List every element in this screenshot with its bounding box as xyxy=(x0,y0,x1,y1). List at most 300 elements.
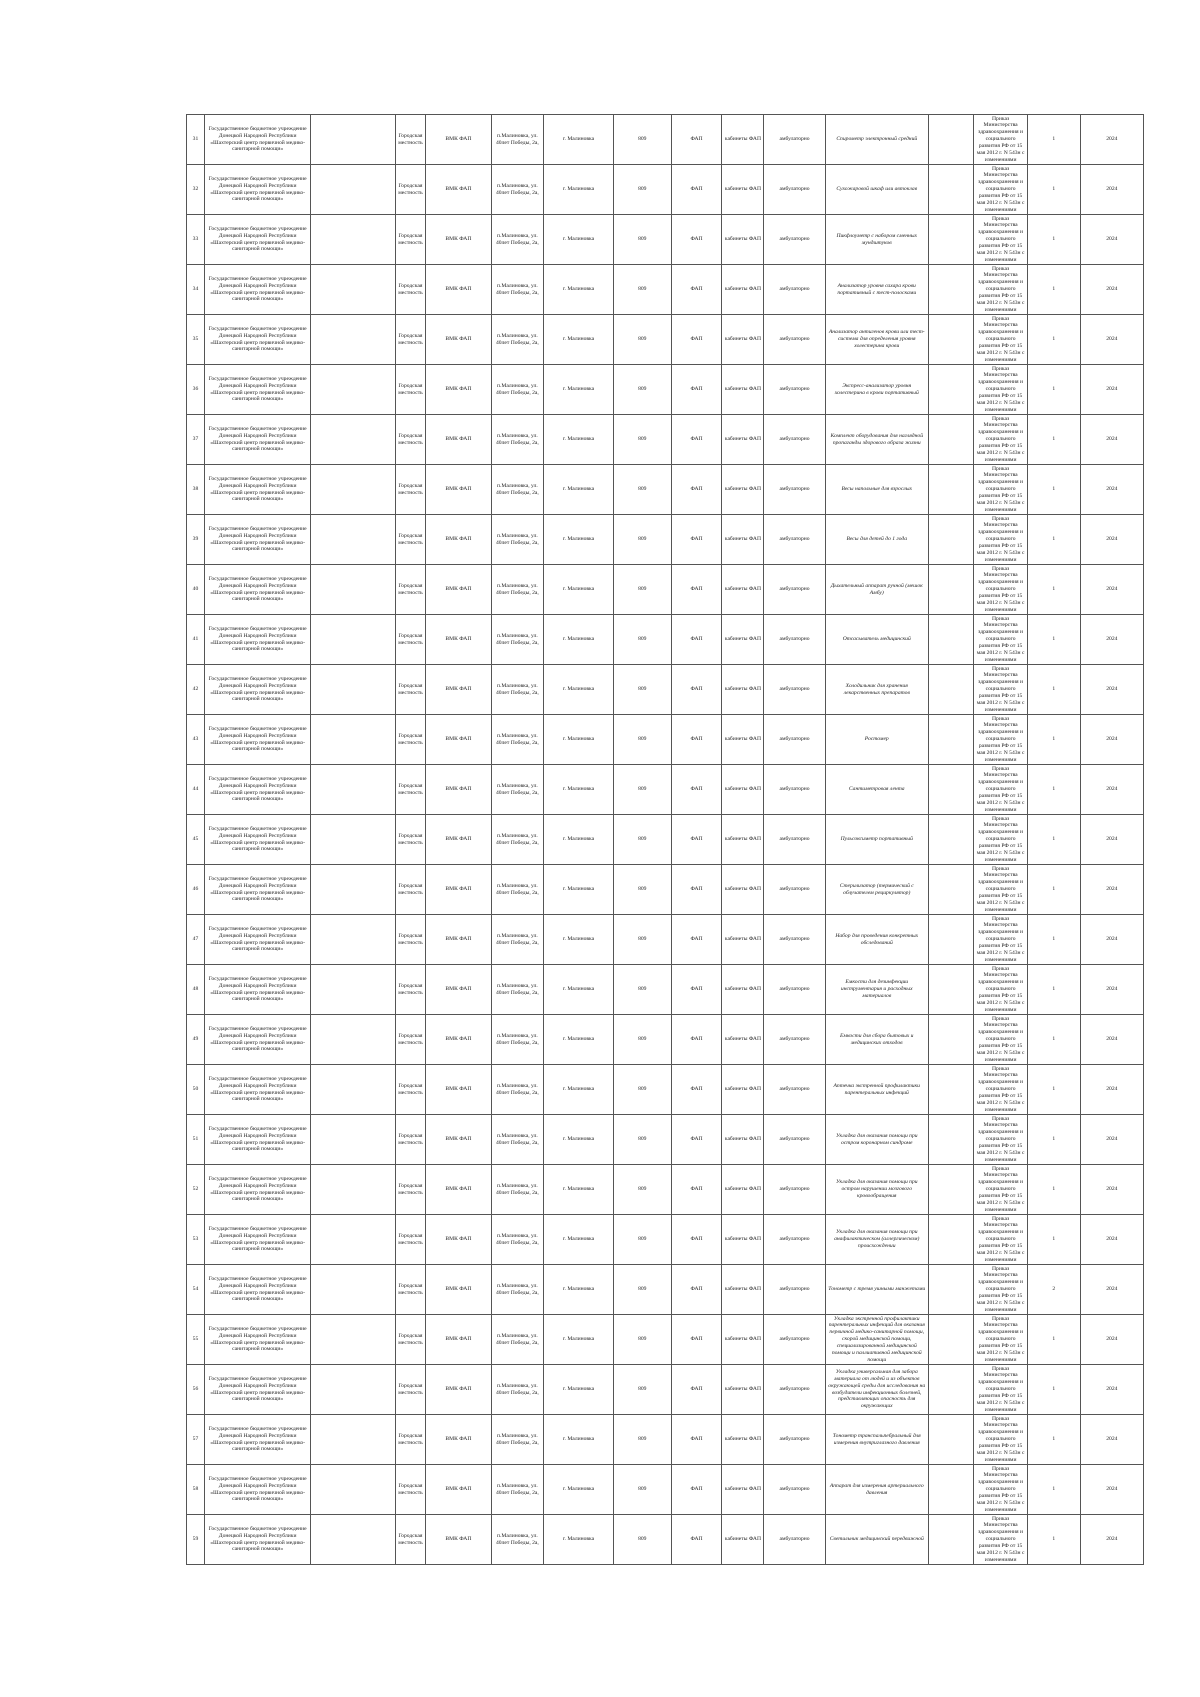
care-type-cell: амбулаторно xyxy=(764,1515,825,1565)
quantity-cell: 1 xyxy=(1027,365,1080,415)
unit-cell: ВМК ФАП xyxy=(426,1015,491,1065)
empty-cell xyxy=(311,365,395,415)
locality-type-cell: Городская местность xyxy=(395,965,426,1015)
row-number-cell: 42 xyxy=(187,665,205,715)
row-number-cell: 47 xyxy=(187,915,205,965)
year-cell: 2024 xyxy=(1080,1315,1143,1365)
order-cell: Приказ Министерства здравоохранения и социального развития РФ от 15 мая 2012 г. N 543н с изменениями xyxy=(974,965,1028,1015)
year-cell: 2024 xyxy=(1080,115,1143,165)
empty-cell xyxy=(311,1165,395,1215)
institution-cell: Государственное бюджетное учреждение Донецкой Народной Республики «Шахтерский центр первичной медико-санитарной помощи» xyxy=(204,1015,310,1065)
equipment-name-cell: Емкости для дезинфекции инструментария и расходных материалов xyxy=(825,965,928,1015)
institution-cell: Государственное бюджетное учреждение Донецкой Народной Республики «Шахтерский центр первичной медико-санитарной помощи» xyxy=(204,1465,310,1515)
institution-cell: Государственное бюджетное учреждение Донецкой Народной Республики «Шахтерский центр первичной медико-санитарной помощи» xyxy=(204,765,310,815)
locality-type-cell: Городская местность xyxy=(395,315,426,365)
cabinet-cell: кабинеты ФАП xyxy=(722,1265,764,1315)
equipment-name-cell: Дыхательный аппарат ручной (мешок Амбу) xyxy=(825,565,928,615)
order-cell: Приказ Министерства здравоохранения и социального развития РФ от 15 мая 2012 г. N 543н с изменениями xyxy=(974,1265,1028,1315)
cabinet-cell: кабинеты ФАП xyxy=(722,315,764,365)
quantity-cell: 1 xyxy=(1027,1315,1080,1365)
institution-cell: Государственное бюджетное учреждение Донецкой Народной Республики «Шахтерский центр первичной медико-санитарной помощи» xyxy=(204,1065,310,1115)
settlement-cell: г. Малиновка xyxy=(544,1265,614,1315)
care-type-cell: амбулаторно xyxy=(764,1315,825,1365)
equipment-name-cell: Весы для детей до 1 года xyxy=(825,515,928,565)
equipment-name-cell: Холодильник для хранения лекарственных препаратов xyxy=(825,665,928,715)
locality-type-cell: Городская местность xyxy=(395,1465,426,1515)
unit-cell: ВМК ФАП xyxy=(426,1065,491,1115)
table-row xyxy=(187,415,1144,465)
empty-cell xyxy=(928,1465,973,1515)
quantity-cell: 1 xyxy=(1027,1115,1080,1165)
equipment-name-cell: Аптечка экстренной профилактики парентеральных инфекций xyxy=(825,1065,928,1115)
point-cell: ФАП xyxy=(671,1415,722,1465)
cabinet-cell: кабинеты ФАП xyxy=(722,565,764,615)
order-cell: Приказ Министерства здравоохранения и социального развития РФ от 15 мая 2012 г. N 543н с изменениями xyxy=(974,415,1028,465)
point-cell: ФАП xyxy=(671,215,722,265)
empty-cell xyxy=(311,1315,395,1365)
institution-cell: Государственное бюджетное учреждение Донецкой Народной Республики «Шахтерский центр первичной медико-санитарной помощи» xyxy=(204,365,310,415)
equipment-name-cell: Укладка для оказания помощи при остром коронарном синдроме xyxy=(825,1115,928,1165)
cabinet-cell: кабинеты ФАП xyxy=(722,1365,764,1415)
quantity-cell: 1 xyxy=(1027,415,1080,465)
address-cell: п.Малиновка, ул. 40лет Победы, 2а, xyxy=(491,1215,544,1265)
equipment-register-table xyxy=(186,114,1144,1565)
point-cell: ФАП xyxy=(671,115,722,165)
order-cell: Приказ Министерства здравоохранения и социального развития РФ от 15 мая 2012 г. N 543н с изменениями xyxy=(974,1165,1028,1215)
equipment-name-cell: Весы напольные для взрослых xyxy=(825,465,928,515)
empty-cell xyxy=(928,365,973,415)
cabinet-cell: кабинеты ФАП xyxy=(722,1015,764,1065)
institution-cell: Государственное бюджетное учреждение Донецкой Народной Республики «Шахтерский центр первичной медико-санитарной помощи» xyxy=(204,1165,310,1215)
institution-cell: Государственное бюджетное учреждение Донецкой Народной Республики «Шахтерский центр первичной медико-санитарной помощи» xyxy=(204,415,310,465)
address-cell: п.Малиновка, ул. 40лет Победы, 2а, xyxy=(491,1165,544,1215)
empty-cell xyxy=(311,1415,395,1465)
code-cell: 809 xyxy=(613,1365,671,1415)
empty-cell xyxy=(928,915,973,965)
locality-type-cell: Городская местность xyxy=(395,1065,426,1115)
unit-cell: ВМК ФАП xyxy=(426,865,491,915)
institution-cell: Государственное бюджетное учреждение Донецкой Народной Республики «Шахтерский центр первичной медико-санитарной помощи» xyxy=(204,815,310,865)
year-cell: 2024 xyxy=(1080,1115,1143,1165)
point-cell: ФАП xyxy=(671,1465,722,1515)
quantity-cell: 1 xyxy=(1027,1015,1080,1065)
unit-cell: ВМК ФАП xyxy=(426,265,491,315)
institution-cell: Государственное бюджетное учреждение Донецкой Народной Республики «Шахтерский центр первичной медико-санитарной помощи» xyxy=(204,465,310,515)
institution-cell: Государственное бюджетное учреждение Донецкой Народной Республики «Шахтерский центр первичной медико-санитарной помощи» xyxy=(204,115,310,165)
empty-cell xyxy=(928,565,973,615)
empty-cell xyxy=(928,1065,973,1115)
year-cell: 2024 xyxy=(1080,815,1143,865)
address-cell: п.Малиновка, ул. 40лет Победы, 2а, xyxy=(491,765,544,815)
row-number-cell: 52 xyxy=(187,1165,205,1215)
cabinet-cell: кабинеты ФАП xyxy=(722,465,764,515)
year-cell: 2024 xyxy=(1080,915,1143,965)
settlement-cell: г. Малиновка xyxy=(544,815,614,865)
year-cell: 2024 xyxy=(1080,615,1143,665)
order-cell: Приказ Министерства здравоохранения и социального развития РФ от 15 мая 2012 г. N 543н с изменениями xyxy=(974,1465,1028,1515)
point-cell: ФАП xyxy=(671,1015,722,1065)
table-row xyxy=(187,815,1144,865)
settlement-cell: г. Малиновка xyxy=(544,1215,614,1265)
equipment-name-cell: Отсасыватель медицинский xyxy=(825,615,928,665)
quantity-cell: 1 xyxy=(1027,1465,1080,1515)
point-cell: ФАП xyxy=(671,1265,722,1315)
year-cell: 2024 xyxy=(1080,865,1143,915)
equipment-name-cell: Пульсоксиметр портативный xyxy=(825,815,928,865)
quantity-cell: 1 xyxy=(1027,715,1080,765)
row-number-cell: 55 xyxy=(187,1315,205,1365)
code-cell: 809 xyxy=(613,515,671,565)
cabinet-cell: кабинеты ФАП xyxy=(722,1315,764,1365)
year-cell: 2024 xyxy=(1080,965,1143,1015)
institution-cell: Государственное бюджетное учреждение Донецкой Народной Республики «Шахтерский центр первичной медико-санитарной помощи» xyxy=(204,165,310,215)
empty-cell xyxy=(311,515,395,565)
care-type-cell: амбулаторно xyxy=(764,215,825,265)
point-cell: ФАП xyxy=(671,1215,722,1265)
institution-cell: Государственное бюджетное учреждение Донецкой Народной Республики «Шахтерский центр первичной медико-санитарной помощи» xyxy=(204,965,310,1015)
unit-cell: ВМК ФАП xyxy=(426,1365,491,1415)
row-number-cell: 53 xyxy=(187,1215,205,1265)
code-cell: 809 xyxy=(613,115,671,165)
code-cell: 809 xyxy=(613,415,671,465)
empty-cell xyxy=(928,1265,973,1315)
address-cell: п.Малиновка, ул. 40лет Победы, 2а, xyxy=(491,515,544,565)
row-number-cell: 35 xyxy=(187,315,205,365)
order-cell: Приказ Министерства здравоохранения и социального развития РФ от 15 мая 2012 г. N 543н с изменениями xyxy=(974,1365,1028,1415)
empty-cell xyxy=(928,1415,973,1465)
point-cell: ФАП xyxy=(671,565,722,615)
empty-cell xyxy=(311,215,395,265)
unit-cell: ВМК ФАП xyxy=(426,1515,491,1565)
settlement-cell: г. Малиновка xyxy=(544,465,614,515)
care-type-cell: амбулаторно xyxy=(764,1215,825,1265)
empty-cell xyxy=(928,765,973,815)
empty-cell xyxy=(311,465,395,515)
address-cell: п.Малиновка, ул. 40лет Победы, 2а, xyxy=(491,965,544,1015)
equipment-name-cell: Емкости для сбора бытовых и медицинских отходов xyxy=(825,1015,928,1065)
address-cell: п.Малиновка, ул. 40лет Победы, 2а, xyxy=(491,815,544,865)
settlement-cell: г. Малиновка xyxy=(544,1115,614,1165)
cabinet-cell: кабинеты ФАП xyxy=(722,815,764,865)
cabinet-cell: кабинеты ФАП xyxy=(722,515,764,565)
code-cell: 809 xyxy=(613,915,671,965)
cabinet-cell: кабинеты ФАП xyxy=(722,1415,764,1465)
care-type-cell: амбулаторно xyxy=(764,865,825,915)
unit-cell: ВМК ФАП xyxy=(426,215,491,265)
cabinet-cell: кабинеты ФАП xyxy=(722,1115,764,1165)
table-row xyxy=(187,1365,1144,1415)
cabinet-cell: кабинеты ФАП xyxy=(722,965,764,1015)
care-type-cell: амбулаторно xyxy=(764,665,825,715)
empty-cell xyxy=(311,715,395,765)
care-type-cell: амбулаторно xyxy=(764,315,825,365)
unit-cell: ВМК ФАП xyxy=(426,1115,491,1165)
table-row xyxy=(187,1515,1144,1565)
row-number-cell: 34 xyxy=(187,265,205,315)
row-number-cell: 39 xyxy=(187,515,205,565)
empty-cell xyxy=(311,965,395,1015)
quantity-cell: 1 xyxy=(1027,1165,1080,1215)
address-cell: п.Малиновка, ул. 40лет Победы, 2а, xyxy=(491,1065,544,1115)
row-number-cell: 37 xyxy=(187,415,205,465)
locality-type-cell: Городская местность xyxy=(395,365,426,415)
empty-cell xyxy=(928,665,973,715)
row-number-cell: 59 xyxy=(187,1515,205,1565)
address-cell: п.Малиновка, ул. 40лет Победы, 2а, xyxy=(491,315,544,365)
settlement-cell: г. Малиновка xyxy=(544,415,614,465)
order-cell: Приказ Министерства здравоохранения и социального развития РФ от 15 мая 2012 г. N 543н с изменениями xyxy=(974,515,1028,565)
code-cell: 809 xyxy=(613,1215,671,1265)
locality-type-cell: Городская местность xyxy=(395,565,426,615)
code-cell: 809 xyxy=(613,1165,671,1215)
table-row xyxy=(187,1215,1144,1265)
quantity-cell: 1 xyxy=(1027,915,1080,965)
cabinet-cell: кабинеты ФАП xyxy=(722,115,764,165)
equipment-name-cell: Пикфлоуметр с набором сменных мундштуков xyxy=(825,215,928,265)
quantity-cell: 1 xyxy=(1027,865,1080,915)
unit-cell: ВМК ФАП xyxy=(426,665,491,715)
point-cell: ФАП xyxy=(671,965,722,1015)
table-row xyxy=(187,315,1144,365)
settlement-cell: г. Малиновка xyxy=(544,365,614,415)
quantity-cell: 1 xyxy=(1027,1365,1080,1415)
settlement-cell: г. Малиновка xyxy=(544,515,614,565)
cabinet-cell: кабинеты ФАП xyxy=(722,1215,764,1265)
year-cell: 2024 xyxy=(1080,1265,1143,1315)
care-type-cell: амбулаторно xyxy=(764,1465,825,1515)
row-number-cell: 57 xyxy=(187,1415,205,1465)
empty-cell xyxy=(311,665,395,715)
care-type-cell: амбулаторно xyxy=(764,815,825,865)
care-type-cell: амбулаторно xyxy=(764,915,825,965)
equipment-name-cell: Тонометр с тремя ушными манжетами xyxy=(825,1265,928,1315)
point-cell: ФАП xyxy=(671,715,722,765)
institution-cell: Государственное бюджетное учреждение Донецкой Народной Республики «Шахтерский центр первичной медико-санитарной помощи» xyxy=(204,1415,310,1465)
settlement-cell: г. Малиновка xyxy=(544,915,614,965)
cabinet-cell: кабинеты ФАП xyxy=(722,915,764,965)
address-cell: п.Малиновка, ул. 40лет Победы, 2а, xyxy=(491,665,544,715)
care-type-cell: амбулаторно xyxy=(764,515,825,565)
locality-type-cell: Городская местность xyxy=(395,1165,426,1215)
table-row xyxy=(187,715,1144,765)
settlement-cell: г. Малиновка xyxy=(544,615,614,665)
care-type-cell: амбулаторно xyxy=(764,1265,825,1315)
point-cell: ФАП xyxy=(671,465,722,515)
quantity-cell: 1 xyxy=(1027,1065,1080,1115)
point-cell: ФАП xyxy=(671,1365,722,1415)
settlement-cell: г. Малиновка xyxy=(544,765,614,815)
empty-cell xyxy=(928,1215,973,1265)
empty-cell xyxy=(311,115,395,165)
quantity-cell: 1 xyxy=(1027,1415,1080,1465)
quantity-cell: 1 xyxy=(1027,165,1080,215)
order-cell: Приказ Министерства здравоохранения и социального развития РФ от 15 мая 2012 г. N 543н с изменениями xyxy=(974,1215,1028,1265)
code-cell: 809 xyxy=(613,365,671,415)
order-cell: Приказ Министерства здравоохранения и социального развития РФ от 15 мая 2012 г. N 543н с изменениями xyxy=(974,115,1028,165)
equipment-name-cell: Аппарат для измерения артериального давления xyxy=(825,1465,928,1515)
empty-cell xyxy=(311,1115,395,1165)
year-cell: 2024 xyxy=(1080,1515,1143,1565)
unit-cell: ВМК ФАП xyxy=(426,515,491,565)
point-cell: ФАП xyxy=(671,1315,722,1365)
year-cell: 2024 xyxy=(1080,215,1143,265)
unit-cell: ВМК ФАП xyxy=(426,765,491,815)
point-cell: ФАП xyxy=(671,615,722,665)
equipment-name-cell: Ростомер xyxy=(825,715,928,765)
locality-type-cell: Городская местность xyxy=(395,815,426,865)
empty-cell xyxy=(928,465,973,515)
table-row xyxy=(187,115,1144,165)
year-cell: 2024 xyxy=(1080,665,1143,715)
settlement-cell: г. Малиновка xyxy=(544,715,614,765)
institution-cell: Государственное бюджетное учреждение Донецкой Народной Республики «Шахтерский центр первичной медико-санитарной помощи» xyxy=(204,1515,310,1565)
empty-cell xyxy=(928,1165,973,1215)
equipment-name-cell: Сантиметровая лента xyxy=(825,765,928,815)
unit-cell: ВМК ФАП xyxy=(426,165,491,215)
year-cell: 2024 xyxy=(1080,1365,1143,1415)
cabinet-cell: кабинеты ФАП xyxy=(722,215,764,265)
institution-cell: Государственное бюджетное учреждение Донецкой Народной Республики «Шахтерский центр первичной медико-санитарной помощи» xyxy=(204,515,310,565)
cabinet-cell: кабинеты ФАП xyxy=(722,715,764,765)
year-cell: 2024 xyxy=(1080,365,1143,415)
order-cell: Приказ Министерства здравоохранения и социального развития РФ от 15 мая 2012 г. N 543н с изменениями xyxy=(974,665,1028,715)
quantity-cell: 1 xyxy=(1027,515,1080,565)
care-type-cell: амбулаторно xyxy=(764,415,825,465)
point-cell: ФАП xyxy=(671,1515,722,1565)
cabinet-cell: кабинеты ФАП xyxy=(722,365,764,415)
point-cell: ФАП xyxy=(671,415,722,465)
table-row xyxy=(187,615,1144,665)
address-cell: п.Малиновка, ул. 40лет Победы, 2а, xyxy=(491,115,544,165)
order-cell: Приказ Министерства здравоохранения и социального развития РФ от 15 мая 2012 г. N 543н с изменениями xyxy=(974,765,1028,815)
table-row xyxy=(187,1065,1144,1115)
care-type-cell: амбулаторно xyxy=(764,1415,825,1465)
point-cell: ФАП xyxy=(671,1165,722,1215)
point-cell: ФАП xyxy=(671,865,722,915)
table-row xyxy=(187,665,1144,715)
equipment-name-cell: Светильник медицинский передвижной xyxy=(825,1515,928,1565)
equipment-name-cell: Спирометр электронный средний xyxy=(825,115,928,165)
address-cell: п.Малиновка, ул. 40лет Победы, 2а, xyxy=(491,915,544,965)
quantity-cell: 1 xyxy=(1027,215,1080,265)
order-cell: Приказ Министерства здравоохранения и социального развития РФ от 15 мая 2012 г. N 543н с изменениями xyxy=(974,1115,1028,1165)
empty-cell xyxy=(311,1465,395,1515)
code-cell: 809 xyxy=(613,265,671,315)
equipment-name-cell: Тонометр транспальпебральный для измерения внутриглазного давления xyxy=(825,1415,928,1465)
point-cell: ФАП xyxy=(671,165,722,215)
locality-type-cell: Городская местность xyxy=(395,1215,426,1265)
point-cell: ФАП xyxy=(671,515,722,565)
quantity-cell: 1 xyxy=(1027,615,1080,665)
order-cell: Приказ Министерства здравоохранения и социального развития РФ от 15 мая 2012 г. N 543н с изменениями xyxy=(974,615,1028,665)
row-number-cell: 43 xyxy=(187,715,205,765)
row-number-cell: 51 xyxy=(187,1115,205,1165)
empty-cell xyxy=(928,1365,973,1415)
empty-cell xyxy=(928,215,973,265)
empty-cell xyxy=(928,165,973,215)
empty-cell xyxy=(928,1115,973,1165)
unit-cell: ВМК ФАП xyxy=(426,615,491,665)
institution-cell: Государственное бюджетное учреждение Донецкой Народной Республики «Шахтерский центр первичной медико-санитарной помощи» xyxy=(204,715,310,765)
code-cell: 809 xyxy=(613,1465,671,1515)
order-cell: Приказ Министерства здравоохранения и социального развития РФ от 15 мая 2012 г. N 543н с изменениями xyxy=(974,315,1028,365)
equipment-name-cell: Анализатор уровня сахара крови портативный с тест-полосками xyxy=(825,265,928,315)
care-type-cell: амбулаторно xyxy=(764,165,825,215)
locality-type-cell: Городская местность xyxy=(395,1315,426,1365)
institution-cell: Государственное бюджетное учреждение Донецкой Народной Республики «Шахтерский центр первичной медико-санитарной помощи» xyxy=(204,865,310,915)
row-number-cell: 38 xyxy=(187,465,205,515)
quantity-cell: 1 xyxy=(1027,315,1080,365)
point-cell: ФАП xyxy=(671,365,722,415)
locality-type-cell: Городская местность xyxy=(395,1515,426,1565)
empty-cell xyxy=(928,515,973,565)
quantity-cell: 1 xyxy=(1027,565,1080,615)
care-type-cell: амбулаторно xyxy=(764,1015,825,1065)
empty-cell xyxy=(928,815,973,865)
table-row xyxy=(187,265,1144,315)
unit-cell: ВМК ФАП xyxy=(426,465,491,515)
year-cell: 2024 xyxy=(1080,165,1143,215)
row-number-cell: 54 xyxy=(187,1265,205,1315)
code-cell: 809 xyxy=(613,1315,671,1365)
empty-cell xyxy=(311,915,395,965)
order-cell: Приказ Министерства здравоохранения и социального развития РФ от 15 мая 2012 г. N 543н с изменениями xyxy=(974,1315,1028,1365)
care-type-cell: амбулаторно xyxy=(764,565,825,615)
year-cell: 2024 xyxy=(1080,1465,1143,1515)
point-cell: ФАП xyxy=(671,315,722,365)
equipment-name-cell: Стерилизатор (термический с облучателем рециркулятор) xyxy=(825,865,928,915)
point-cell: ФАП xyxy=(671,1065,722,1115)
care-type-cell: амбулаторно xyxy=(764,1165,825,1215)
table-row xyxy=(187,215,1144,265)
year-cell: 2024 xyxy=(1080,565,1143,615)
care-type-cell: амбулаторно xyxy=(764,365,825,415)
locality-type-cell: Городская местность xyxy=(395,1365,426,1415)
settlement-cell: г. Малиновка xyxy=(544,665,614,715)
code-cell: 809 xyxy=(613,465,671,515)
locality-type-cell: Городская местность xyxy=(395,415,426,465)
year-cell: 2024 xyxy=(1080,415,1143,465)
row-number-cell: 48 xyxy=(187,965,205,1015)
code-cell: 809 xyxy=(613,615,671,665)
cabinet-cell: кабинеты ФАП xyxy=(722,765,764,815)
locality-type-cell: Городская местность xyxy=(395,265,426,315)
code-cell: 809 xyxy=(613,815,671,865)
code-cell: 809 xyxy=(613,965,671,1015)
locality-type-cell: Городская местность xyxy=(395,1415,426,1465)
unit-cell: ВМК ФАП xyxy=(426,1315,491,1365)
locality-type-cell: Городская местность xyxy=(395,665,426,715)
empty-cell xyxy=(928,115,973,165)
locality-type-cell: Городская местность xyxy=(395,765,426,815)
unit-cell: ВМК ФАП xyxy=(426,965,491,1015)
equipment-name-cell: Укладка универсальная для забора материала от людей и из объектов окружающей среды для исследования на возбудители инфекционных болезней, представляющих опасность для окружающих xyxy=(825,1365,928,1415)
code-cell: 809 xyxy=(613,765,671,815)
order-cell: Приказ Министерства здравоохранения и социального развития РФ от 15 мая 2012 г. N 543н с изменениями xyxy=(974,1515,1028,1565)
row-number-cell: 33 xyxy=(187,215,205,265)
empty-cell xyxy=(311,415,395,465)
settlement-cell: г. Малиновка xyxy=(544,1515,614,1565)
institution-cell: Государственное бюджетное учреждение Донецкой Народной Республики «Шахтерский центр первичной медико-санитарной помощи» xyxy=(204,265,310,315)
settlement-cell: г. Малиновка xyxy=(544,1465,614,1515)
locality-type-cell: Городская местность xyxy=(395,915,426,965)
address-cell: п.Малиновка, ул. 40лет Победы, 2а, xyxy=(491,1115,544,1165)
empty-cell xyxy=(311,815,395,865)
row-number-cell: 58 xyxy=(187,1465,205,1515)
table-row xyxy=(187,915,1144,965)
order-cell: Приказ Министерства здравоохранения и социального развития РФ от 15 мая 2012 г. N 543н с изменениями xyxy=(974,1415,1028,1465)
empty-cell xyxy=(311,1365,395,1415)
